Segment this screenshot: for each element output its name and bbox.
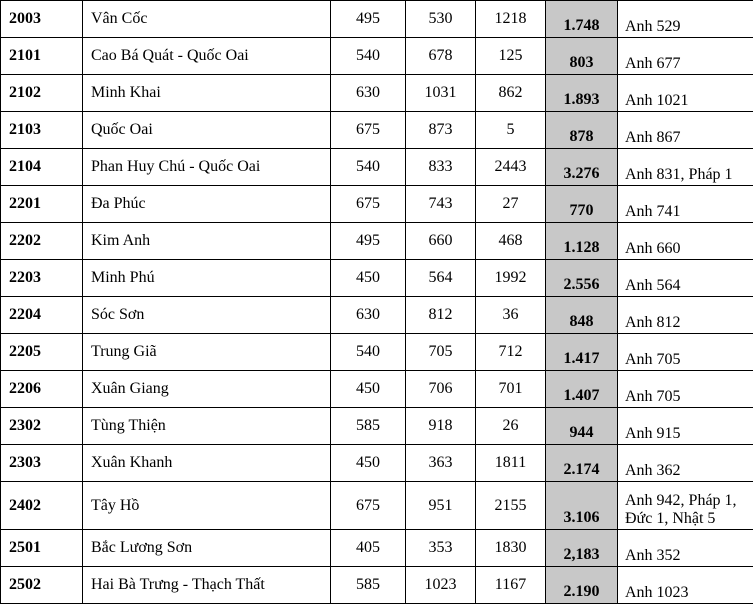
applicant-value: 363 (406, 445, 476, 482)
school-code: 2203 (1, 260, 83, 297)
school-name: Minh Phú (83, 260, 331, 297)
table-row (1, 530, 753, 567)
applicant-value: 1023 (406, 567, 476, 604)
foreign-language-value: Anh 705 (618, 334, 753, 371)
applicant-value: 873 (406, 112, 476, 149)
table-row (1, 223, 753, 260)
total-value: 878 (546, 112, 618, 149)
table-row (1, 445, 753, 482)
foreign-language-value: Anh 677 (618, 38, 753, 75)
school-name: Xuân Khanh (83, 445, 331, 482)
applicant-value: 564 (406, 260, 476, 297)
table-row (1, 408, 753, 445)
table-row (1, 1, 753, 38)
school-code: 2101 (1, 38, 83, 75)
school-code: 2204 (1, 297, 83, 334)
school-name: Trung Giã (83, 334, 331, 371)
school-code: 2302 (1, 408, 83, 445)
foreign-language-value: Anh 942, Pháp 1, Đức 1, Nhật 5 (618, 482, 753, 530)
foreign-language-value: Anh 1021 (618, 75, 753, 112)
applicant-value: 660 (406, 223, 476, 260)
applicant-value: 705 (406, 334, 476, 371)
quota-value: 540 (331, 38, 406, 75)
school-name: Vân Cốc (83, 1, 331, 38)
foreign-language-value: Anh 362 (618, 445, 753, 482)
second-choice-value: 468 (476, 223, 546, 260)
second-choice-value: 125 (476, 38, 546, 75)
foreign-language-value: Anh 812 (618, 297, 753, 334)
second-choice-value: 27 (476, 186, 546, 223)
total-value: 3.276 (546, 149, 618, 186)
table-row (1, 334, 753, 371)
table-row (1, 186, 753, 223)
school-name: Phan Huy Chú - Quốc Oai (83, 149, 331, 186)
second-choice-value: 1218 (476, 1, 546, 38)
second-choice-value: 862 (476, 75, 546, 112)
second-choice-value: 5 (476, 112, 546, 149)
school-name: Xuân Giang (83, 371, 331, 408)
second-choice-value: 1167 (476, 567, 546, 604)
table-row (1, 75, 753, 112)
table-row (1, 112, 753, 149)
table-row (1, 371, 753, 408)
total-value: 2,183 (546, 530, 618, 567)
quota-value: 630 (331, 75, 406, 112)
quota-value: 540 (331, 149, 406, 186)
school-code: 2303 (1, 445, 83, 482)
table-row (1, 260, 753, 297)
quota-value: 450 (331, 371, 406, 408)
applicant-value: 743 (406, 186, 476, 223)
school-code: 2104 (1, 149, 83, 186)
applicant-value: 1031 (406, 75, 476, 112)
applicant-value: 833 (406, 149, 476, 186)
school-code: 2402 (1, 482, 83, 530)
school-code: 2502 (1, 567, 83, 604)
total-value: 2.174 (546, 445, 618, 482)
quota-value: 540 (331, 334, 406, 371)
total-value: 803 (546, 38, 618, 75)
quota-value: 495 (331, 223, 406, 260)
school-name: Minh Khai (83, 75, 331, 112)
foreign-language-value: Anh 1023 (618, 567, 753, 604)
foreign-language-value: Anh 529 (618, 1, 753, 38)
foreign-language-value: Anh 915 (618, 408, 753, 445)
foreign-language-value: Anh 564 (618, 260, 753, 297)
applicant-value: 530 (406, 1, 476, 38)
table-row (1, 38, 753, 75)
school-code: 2202 (1, 223, 83, 260)
quota-value: 675 (331, 112, 406, 149)
quota-value: 585 (331, 408, 406, 445)
total-value: 1.407 (546, 371, 618, 408)
school-code: 2103 (1, 112, 83, 149)
school-name: Quốc Oai (83, 112, 331, 149)
school-name: Đa Phúc (83, 186, 331, 223)
applicant-value: 918 (406, 408, 476, 445)
school-name: Bắc Lương Sơn (83, 530, 331, 567)
applicant-value: 812 (406, 297, 476, 334)
school-name: Sóc Sơn (83, 297, 331, 334)
applicant-value: 353 (406, 530, 476, 567)
school-name: Hai Bà Trưng - Thạch Thất (83, 567, 331, 604)
quota-value: 450 (331, 260, 406, 297)
quota-value: 495 (331, 1, 406, 38)
school-code: 2205 (1, 334, 83, 371)
school-name: Cao Bá Quát - Quốc Oai (83, 38, 331, 75)
table-row (1, 297, 753, 334)
second-choice-value: 1811 (476, 445, 546, 482)
total-value: 944 (546, 408, 618, 445)
second-choice-value: 701 (476, 371, 546, 408)
quota-value: 450 (331, 445, 406, 482)
total-value: 1.417 (546, 334, 618, 371)
second-choice-value: 1992 (476, 260, 546, 297)
school-code: 2501 (1, 530, 83, 567)
applicant-value: 951 (406, 482, 476, 530)
total-value: 1.128 (546, 223, 618, 260)
second-choice-value: 36 (476, 297, 546, 334)
foreign-language-value: Anh 660 (618, 223, 753, 260)
applicant-value: 678 (406, 38, 476, 75)
foreign-language-value: Anh 741 (618, 186, 753, 223)
total-value: 3.106 (546, 482, 618, 530)
second-choice-value: 2443 (476, 149, 546, 186)
total-value: 1.748 (546, 1, 618, 38)
school-code: 2201 (1, 186, 83, 223)
foreign-language-value: Anh 831, Pháp 1 (618, 149, 753, 186)
total-value: 848 (546, 297, 618, 334)
second-choice-value: 1830 (476, 530, 546, 567)
second-choice-value: 2155 (476, 482, 546, 530)
quota-value: 675 (331, 186, 406, 223)
school-code: 2102 (1, 75, 83, 112)
table-row (1, 567, 753, 604)
quota-value: 585 (331, 567, 406, 604)
foreign-language-value: Anh 867 (618, 112, 753, 149)
quota-value: 630 (331, 297, 406, 334)
second-choice-value: 26 (476, 408, 546, 445)
total-value: 2.556 (546, 260, 618, 297)
school-name: Tùng Thiện (83, 408, 331, 445)
table-row (1, 482, 753, 530)
total-value: 2.190 (546, 567, 618, 604)
school-code: 2206 (1, 371, 83, 408)
table-row (1, 149, 753, 186)
total-value: 770 (546, 186, 618, 223)
second-choice-value: 712 (476, 334, 546, 371)
foreign-language-value: Anh 705 (618, 371, 753, 408)
foreign-language-value: Anh 352 (618, 530, 753, 567)
school-name: Tây Hồ (83, 482, 331, 530)
school-name: Kim Anh (83, 223, 331, 260)
school-code: 2003 (1, 1, 83, 38)
quota-value: 405 (331, 530, 406, 567)
applicant-value: 706 (406, 371, 476, 408)
quota-value: 675 (331, 482, 406, 530)
total-value: 1.893 (546, 75, 618, 112)
